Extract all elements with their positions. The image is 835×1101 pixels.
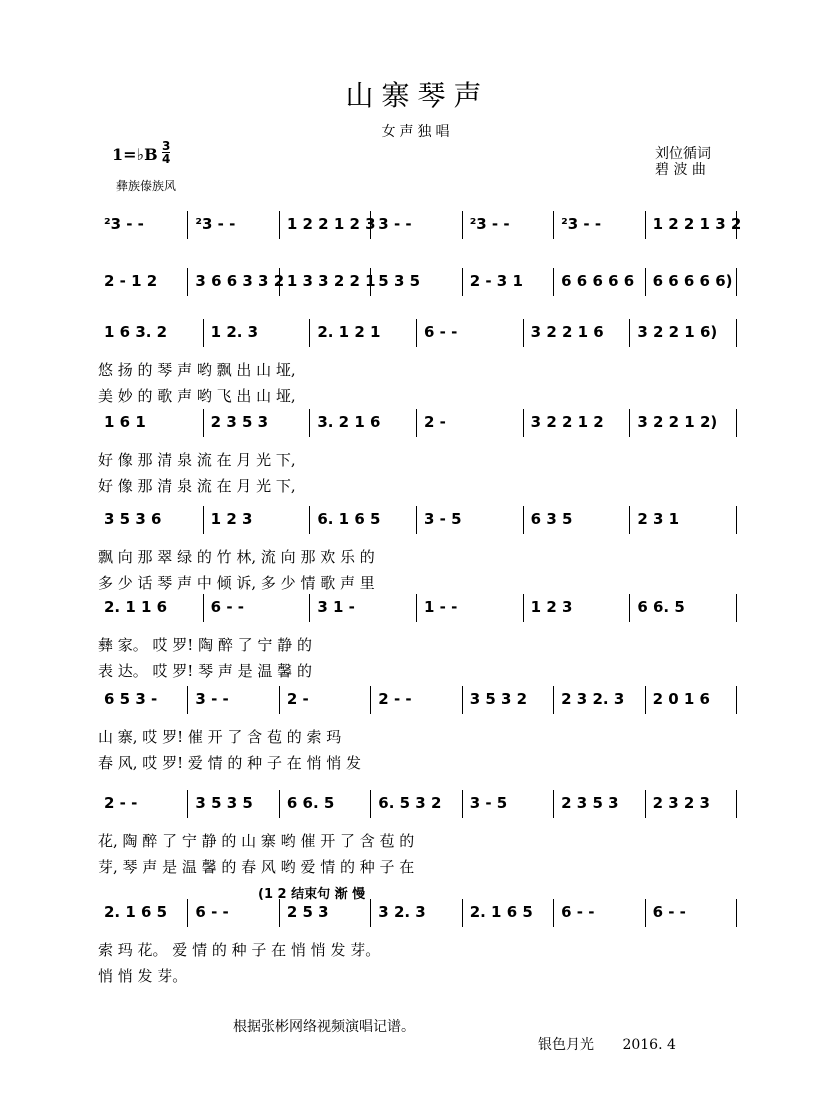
measure: 6 6. 5 — [637, 598, 685, 616]
bar-line — [279, 790, 280, 818]
measure: 1 2. 3 — [210, 323, 259, 341]
bar-line — [279, 686, 280, 714]
measure: 2 - — [286, 690, 309, 708]
page-title: 山寨琴声 — [345, 79, 490, 112]
bar-line — [187, 899, 188, 927]
measure: 3 5 3 6 — [104, 510, 162, 528]
measure: 3 5 3 5 — [195, 794, 253, 812]
bar-line — [736, 899, 737, 927]
measure: 2 - - — [104, 794, 138, 812]
measure: 3 6 6 3 3 2 — [195, 272, 285, 290]
bar-line — [203, 319, 204, 347]
bar-line — [553, 899, 554, 927]
bar-line — [416, 594, 417, 622]
bar-line — [279, 899, 280, 927]
measure: 6. 5 3 2 — [378, 794, 442, 812]
notation-line — [100, 323, 740, 357]
lyric-line-2: 好 像 那 清 泉 流 在 月 光 下, — [98, 477, 296, 495]
measure: 3 - - — [195, 690, 229, 708]
footnote: 根据张彬网络视频演唱记谱。 — [233, 1019, 415, 1035]
bar-line — [736, 211, 737, 239]
notation-line — [100, 413, 740, 447]
bar-line — [462, 268, 463, 296]
time-top: 3 — [162, 139, 171, 153]
bar-line — [309, 594, 310, 622]
bar-line — [416, 409, 417, 437]
notation-line — [100, 215, 740, 249]
bar-line — [645, 899, 646, 927]
lyric-line-2: 美 妙 的 歌 声 哟 飞 出 山 垭, — [98, 387, 296, 405]
measure: 3 2 2 1 6 — [530, 323, 604, 341]
measure: 1 2 3 — [210, 510, 253, 528]
measure: 1 6 3. 2 — [104, 323, 168, 341]
bar-line — [553, 211, 554, 239]
bar-line — [736, 268, 737, 296]
bar-line — [736, 790, 737, 818]
measure: 2 0 1 6 — [652, 690, 710, 708]
bar-line — [309, 409, 310, 437]
measure: ²3 - - — [561, 215, 602, 233]
bar-line — [523, 409, 524, 437]
measure: 2 3 2 3 — [652, 794, 710, 812]
bar-line — [279, 211, 280, 239]
bar-line — [370, 211, 371, 239]
bar-line — [203, 506, 204, 534]
lyric-line-2: 芽, 琴 声 是 温 馨 的 春 风 哟 爱 情 的 种 子 在 — [98, 858, 415, 876]
measure: 6 6 6 6 6 — [561, 272, 635, 290]
notation-line — [100, 690, 740, 724]
bar-line — [645, 686, 646, 714]
bar-line — [370, 268, 371, 296]
notation-line — [100, 510, 740, 544]
measure: ²3 - - — [469, 215, 510, 233]
lyric-line-1: 悠 扬 的 琴 声 哟 飘 出 山 垭, — [98, 361, 296, 379]
bar-line — [279, 268, 280, 296]
bar-line — [203, 409, 204, 437]
subtitle: 女声独唱 — [381, 124, 454, 140]
notation-line — [100, 598, 740, 632]
lyric-line-2: 多 少 话 琴 声 中 倾 诉, 多 少 情 歌 声 里 — [98, 574, 375, 592]
measure: 2. 1 6 5 — [104, 903, 168, 921]
measure: 1 2 3 — [530, 598, 573, 616]
measure: 6 6. 5 — [286, 794, 335, 812]
measure: 2 5 3 — [286, 903, 329, 921]
bar-line — [645, 790, 646, 818]
bar-line — [736, 506, 737, 534]
measure: 2 3 1 — [637, 510, 680, 528]
bar-line — [736, 319, 737, 347]
measure: 2 - 3 1 — [469, 272, 523, 290]
measure: 3 - - — [378, 215, 412, 233]
bar-line — [462, 686, 463, 714]
bar-line — [187, 268, 188, 296]
lyric-line-2: 悄 悄 发 芽。 — [98, 967, 188, 985]
notation-line — [100, 794, 740, 828]
measure: 2 3 5 3 — [561, 794, 619, 812]
measure: 3 - 5 — [469, 794, 508, 812]
measure: 3 2 2 1 2 — [530, 413, 604, 431]
measure: 2 3 2. 3 — [561, 690, 625, 708]
measure: 6 - - — [424, 323, 458, 341]
bar-line — [523, 594, 524, 622]
bar-line — [462, 790, 463, 818]
bar-line — [553, 790, 554, 818]
bar-line — [370, 686, 371, 714]
measure: 6 - - — [195, 903, 229, 921]
measure: 6 - - — [210, 598, 244, 616]
bar-line — [416, 506, 417, 534]
measure: 6 3 5 — [530, 510, 573, 528]
key-signature: 1=♭B — [112, 145, 158, 164]
bar-line — [370, 790, 371, 818]
bar-line — [187, 686, 188, 714]
lyric-line-2: 表 达。 哎 罗! 琴 声 是 温 馨 的 — [98, 662, 312, 680]
lyricist: 刘位循词 — [655, 146, 711, 162]
measure: 1 2 2 1 3 2 — [652, 215, 742, 233]
measure: 6 - - — [652, 903, 686, 921]
measure: 2. 1 6 5 — [469, 903, 533, 921]
measure: 1 3 3 2 2 1 — [286, 272, 376, 290]
measure: 3 5 3 2 — [469, 690, 528, 708]
measure: 1 2 2 1 2 3 — [286, 215, 376, 233]
bar-line — [645, 211, 646, 239]
bar-line — [629, 409, 630, 437]
measure: 3 2. 3 — [378, 903, 426, 921]
measure: 5 3 5 — [378, 272, 421, 290]
bar-line — [553, 686, 554, 714]
lyric-line-1: 彝 家。 哎 罗! 陶 醉 了 宁 静 的 — [98, 636, 312, 654]
measure: 2 - 1 2 — [104, 272, 158, 290]
bar-line — [187, 211, 188, 239]
bar-line — [203, 594, 204, 622]
bar-line — [309, 319, 310, 347]
lyric-line-1: 山 寨, 哎 罗! 催 开 了 含 苞 的 索 玛 — [98, 728, 342, 746]
signature-block — [538, 1034, 700, 1054]
lyric-line-1: 索 玛 花。 爱 情 的 种 子 在 悄 悄 发 芽。 — [98, 941, 381, 959]
lyric-line-1: 好 像 那 清 泉 流 在 月 光 下, — [98, 451, 296, 469]
bar-line — [645, 268, 646, 296]
measure: 2 - - — [378, 690, 412, 708]
notation-line — [100, 272, 740, 306]
credits — [655, 146, 711, 178]
time-signature — [162, 140, 170, 165]
measure: 3 - 5 — [424, 510, 462, 528]
bar-line — [629, 506, 630, 534]
composer: 碧 波 曲 — [655, 162, 706, 178]
bar-line — [309, 506, 310, 534]
bar-line — [553, 268, 554, 296]
measure: 6 6 6 6 6) — [652, 272, 733, 290]
bar-line — [187, 790, 188, 818]
bar-line — [370, 899, 371, 927]
bar-line — [629, 594, 630, 622]
lyric-line-2: 春 风, 哎 罗! 爱 情 的 种 子 在 悄 悄 发 — [98, 754, 362, 772]
date: 2016. 4 — [622, 1037, 676, 1053]
measure: 6. 1 6 5 — [317, 510, 381, 528]
measure: 1 - - — [424, 598, 458, 616]
bar-line — [736, 409, 737, 437]
measure: ²3 - - — [104, 215, 144, 233]
lyric-line-1: 花, 陶 醉 了 宁 静 的 山 寨 哟 催 开 了 含 苞 的 — [98, 832, 415, 850]
bar-line — [462, 899, 463, 927]
bar-line — [462, 211, 463, 239]
measure: 2. 1 2 1 — [317, 323, 381, 341]
measure: 3. 2 1 6 — [317, 413, 381, 431]
bar-line — [736, 594, 737, 622]
measure: ²3 - - — [195, 215, 236, 233]
measure: 6 5 3 - — [104, 690, 158, 708]
lyric-line-1: 飘 向 那 翠 绿 的 竹 林, 流 向 那 欢 乐 的 — [98, 548, 375, 566]
measure: 6 - - — [561, 903, 595, 921]
measure: 3 1 - — [317, 598, 355, 616]
bar-line — [629, 319, 630, 347]
measure: 2 - — [424, 413, 446, 431]
coda-label: (1 2 结束句 渐 慢 — [258, 887, 366, 902]
bar-line — [736, 686, 737, 714]
measure: 2. 1 1 6 — [104, 598, 168, 616]
measure: 1 6 1 — [104, 413, 146, 431]
signature: 银色月光 — [538, 1037, 594, 1053]
notation-line — [100, 903, 740, 937]
measure: 2 3 5 3 — [210, 413, 269, 431]
time-bottom: 4 — [162, 152, 171, 166]
bar-line — [523, 506, 524, 534]
measure: 3 2 2 1 6) — [637, 323, 718, 341]
style-label: 彝族傣族风 — [116, 179, 177, 193]
measure: 3 2 2 1 2) — [637, 413, 718, 431]
bar-line — [523, 319, 524, 347]
bar-line — [416, 319, 417, 347]
